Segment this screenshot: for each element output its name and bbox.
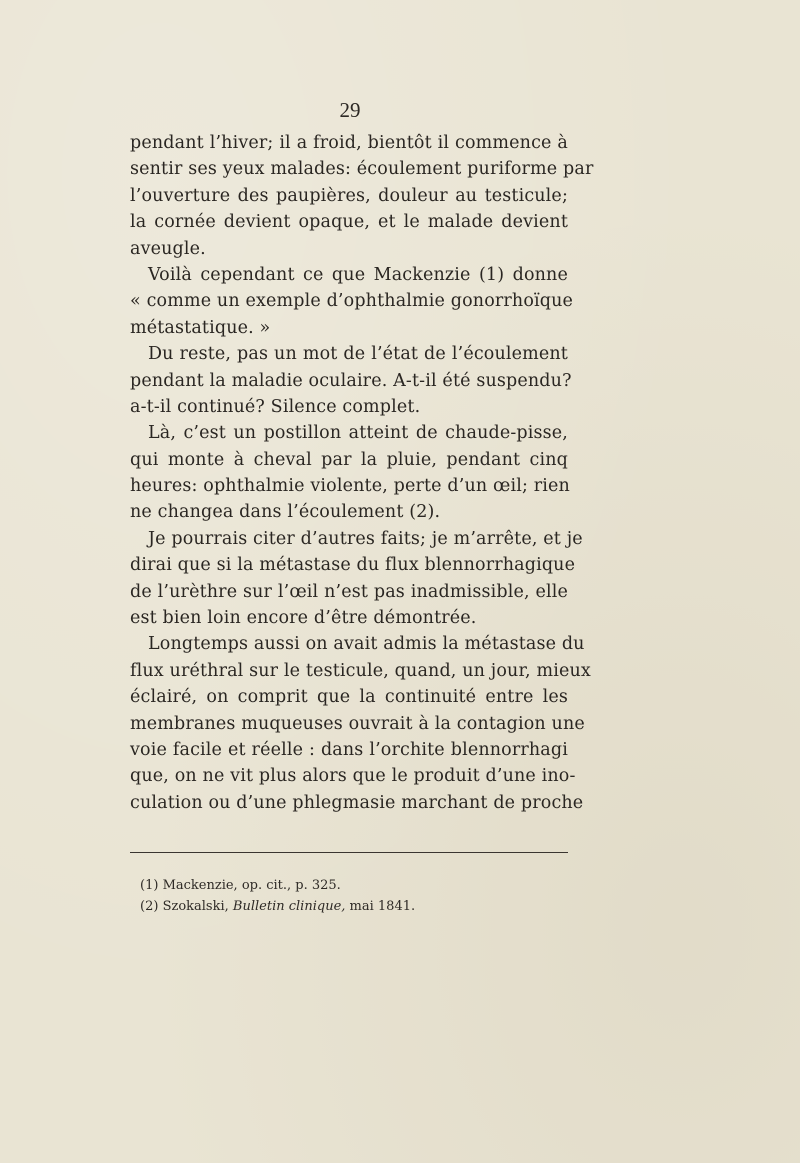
text-line: Voilà cependant ce que Mackenzie (1) donne bbox=[148, 264, 568, 285]
text-line: ne changea dans l’écoulement (2). bbox=[130, 502, 441, 523]
text-line: éclairé, on comprit que la continuité entre les bbox=[130, 687, 568, 708]
text-line: métastatique. » bbox=[130, 317, 271, 338]
text-line: Je pourrais citer d’autres faits; je m’arrête, et je bbox=[148, 528, 583, 549]
text-line: heures: ophthalmie violente, perte d’un œil; rien bbox=[130, 476, 570, 497]
footnote-journal: Bulletin clinique, bbox=[232, 899, 346, 914]
paragraph-4 bbox=[130, 420, 568, 526]
footnote-author: Szokalski, bbox=[162, 899, 229, 914]
text-line: sentir ses yeux malades: écoulement puriforme par bbox=[130, 159, 594, 180]
text-line: voie facile et réelle : dans l’orchite blennorrhagi bbox=[130, 739, 568, 760]
footnote-2 bbox=[140, 896, 415, 917]
footnote-rule bbox=[130, 852, 568, 853]
paragraph-5 bbox=[130, 526, 583, 632]
text-line: Longtemps aussi on avait admis la métastase du bbox=[148, 634, 585, 655]
text-line: pendant l’hiver; il a froid, bientôt il commence à bbox=[130, 133, 568, 153]
paragraph-1 bbox=[130, 130, 594, 262]
text-line: membranes muqueuses ouvrait à la contagion une bbox=[130, 713, 585, 734]
paragraph-2 bbox=[130, 262, 574, 341]
text-line: que, on ne vit plus alors que le produit d’une ino- bbox=[130, 766, 576, 787]
paragraph-3 bbox=[130, 341, 572, 420]
text-line: Là, c’est un postillon atteint de chaude-pisse, bbox=[148, 423, 568, 444]
body-text bbox=[130, 130, 594, 816]
text-line: « comme un exemple d’ophthalmie gonorrhoïque bbox=[130, 291, 574, 312]
text-line: dirai que si la métastase du flux blennorrhagique bbox=[130, 555, 576, 576]
text-line: qui monte à cheval par la pluie, pendant cinq bbox=[130, 449, 568, 470]
footnote-1 bbox=[140, 875, 415, 896]
text-line: l’ouverture des paupières, douleur au testicule; bbox=[130, 185, 568, 206]
paragraph-6 bbox=[130, 631, 591, 816]
text-line: flux uréthral sur le testicule, quand, un jour, mieux bbox=[130, 660, 591, 681]
footnote-marker: (2) bbox=[140, 899, 159, 914]
footnote-marker: (1) bbox=[140, 878, 159, 893]
text-line: de l’urèthre sur l’œil n’est pas inadmissible, elle bbox=[130, 581, 568, 602]
text-line: Du reste, pas un mot de l’état de l’écoulement bbox=[148, 344, 568, 365]
footnote-text: Mackenzie, op. cit., p. 325. bbox=[162, 878, 341, 893]
footnote-date: mai 1841. bbox=[349, 899, 416, 914]
page-number: 29 bbox=[339, 98, 361, 122]
text-line: culation ou d’une phlegmasie marchant de proche bbox=[130, 792, 584, 813]
footnotes bbox=[140, 875, 415, 917]
text-line: pendant la maladie oculaire. A-t-il été suspendu? bbox=[130, 370, 572, 391]
text-line: la cornée devient opaque, et le malade devient bbox=[130, 212, 568, 233]
text-line: est bien loin encore d’être démontrée. bbox=[130, 608, 477, 629]
text-line: a-t-il continué? Silence complet. bbox=[130, 396, 421, 417]
text-line: aveugle. bbox=[130, 238, 206, 259]
